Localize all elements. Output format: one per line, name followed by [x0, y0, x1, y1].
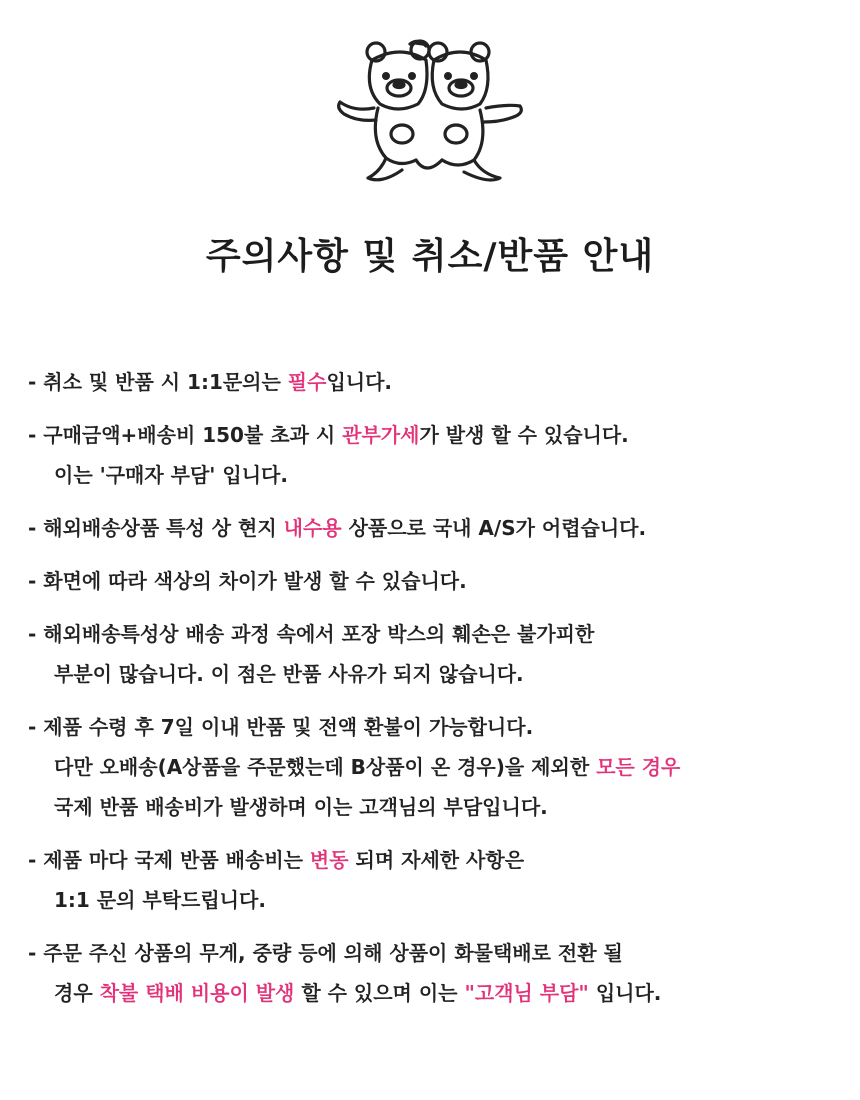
notice-line: 부분이 많습니다. 이 점은 반품 사유가 되지 않습니다. — [54, 662, 524, 686]
notice-item-return-refund — [28, 707, 860, 827]
notice-line: - 해외배송상품 특성 상 현지 내수용 상품으로 국내 A/S가 어렵습니다. — [28, 516, 647, 540]
two-bears-icon — [330, 30, 530, 190]
notice-line: 국제 반품 배송비가 발생하며 이는 고객님의 부담입니다. — [54, 795, 548, 819]
notice-item-freight — [28, 933, 860, 1013]
notice-line: - 주문 주신 상품의 무게, 중량 등에 의해 상품이 화물택배로 전환 될 — [28, 941, 623, 965]
notice-line: 다만 오배송(A상품을 주문했는데 B상품이 온 경우)을 제외한 모든 경우 — [54, 755, 681, 779]
notice-line: 1:1 문의 부탁드립니다. — [54, 888, 266, 912]
highlight-required: 필수 — [287, 370, 327, 394]
notice-line: - 구매금액+배송비 150불 초과 시 관부가세가 발생 할 수 있습니다. — [28, 423, 629, 447]
highlight-domestic-use: 내수용 — [283, 516, 342, 540]
highlight-customer-burden: "고객님 부담" — [464, 981, 589, 1005]
highlight-all-cases: 모든 경우 — [596, 755, 681, 779]
notice-item-color — [28, 561, 860, 601]
notice-line: 이는 '구매자 부담' 입니다. — [54, 463, 288, 487]
page-title: 주의사항 및 취소/반품 안내 — [205, 236, 655, 277]
highlight-cod-cost: 착불 택배 비용이 발생 — [99, 981, 295, 1005]
notice-list — [28, 362, 860, 1026]
notice-line: - 제품 수령 후 7일 이내 반품 및 전액 환불이 가능합니다. — [28, 715, 534, 739]
notice-item-return-shipping — [28, 840, 860, 920]
highlight-customs-duty: 관부가세 — [342, 423, 420, 447]
highlight-variable: 변동 — [309, 848, 349, 872]
notice-line: - 취소 및 반품 시 1:1문의는 필수입니다. — [28, 370, 392, 394]
notice-line: - 제품 마다 국제 반품 배송비는 변동 되며 자세한 사항은 — [28, 848, 525, 872]
notice-item-cancel — [28, 362, 860, 402]
notice-item-domestic-product — [28, 508, 860, 548]
notice-line: 경우 착불 택배 비용이 발생 할 수 있으며 이는 "고객님 부담" 입니다. — [54, 981, 662, 1005]
notice-line: - 해외배송특성상 배송 과정 속에서 포장 박스의 훼손은 불가피한 — [28, 622, 595, 646]
notice-item-customs — [28, 415, 860, 495]
notice-item-box-damage — [28, 614, 860, 694]
notice-line: - 화면에 따라 색상의 차이가 발생 할 수 있습니다. — [28, 569, 467, 593]
